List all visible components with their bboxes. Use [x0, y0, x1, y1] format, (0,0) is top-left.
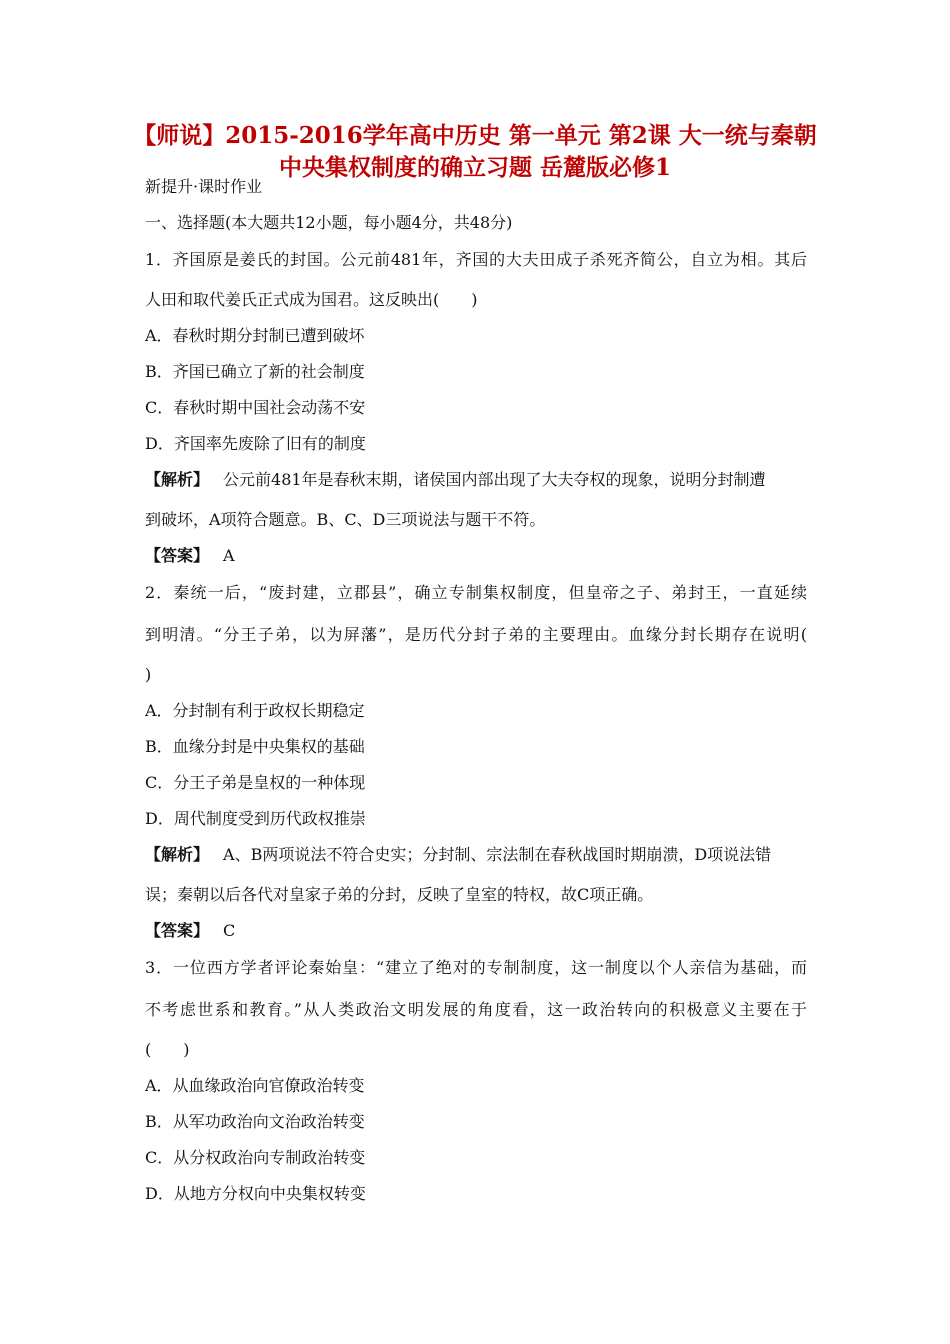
- question-1-stem-line1: 1．齐国原是姜氏的封国。公元前481年，齐国的大夫田成子杀死齐简公，自立为相。其后: [145, 250, 807, 269]
- section-heading: 一、选择题(本大题共12小题，每小题4分，共48分): [145, 213, 513, 232]
- question-2-option-b: B．血缘分封是中央集权的基础: [145, 737, 365, 756]
- answer-label: 【答案】: [145, 546, 210, 565]
- question-1-answer: [145, 546, 235, 566]
- question-2-stem-line3: ): [145, 665, 152, 684]
- analysis-label: 【解析】: [145, 470, 210, 489]
- answer-value: C: [223, 921, 236, 940]
- answer-label: 【答案】: [145, 921, 210, 940]
- question-3-stem-line3: ( ): [145, 1040, 190, 1059]
- question-1-analysis-line2: 到破坏，A项符合题意。B、C、D三项说法与题干不符。: [145, 510, 546, 529]
- question-2-analysis-line1: [145, 845, 771, 865]
- subtitle: 新提升·课时作业: [145, 177, 263, 196]
- question-3-option-b: B．从军功政治向文治政治转变: [145, 1112, 365, 1131]
- question-1-stem-line2: 人田和取代姜氏正式成为国君。这反映出( ): [145, 290, 478, 309]
- question-1-analysis-line1: [145, 470, 766, 490]
- question-3-stem-line2: 不考虑世系和教育。”从人类政治文明发展的角度看，这一政治转向的积极意义主要在于: [145, 1000, 807, 1019]
- question-2-analysis-line2: 误；秦朝以后各代对皇家子弟的分封，反映了皇室的特权，故C项正确。: [145, 885, 654, 904]
- document-title-line1: 【师说】2015-2016学年高中历史 第一单元 第2课 大一统与秦朝: [133, 122, 817, 149]
- question-3-stem-line1: 3．一位西方学者评论秦始皇：“建立了绝对的专制制度，这一制度以个人亲信为基础，而: [145, 958, 807, 977]
- question-1-option-c: C．春秋时期中国社会动荡不安: [145, 398, 366, 417]
- question-2-answer: [145, 921, 235, 941]
- document-title-line2: 中央集权制度的确立习题 岳麓版必修1: [278, 154, 671, 181]
- question-1-option-b: B．齐国已确立了新的社会制度: [145, 362, 365, 381]
- question-2-stem-line1: 2．秦统一后，“废封建，立郡县”，确立专制集权制度，但皇帝之子、弟封王，一直延续: [145, 583, 807, 602]
- analysis-text: A、B两项说法不符合史实；分封制、宗法制在春秋战国时期崩溃，D项说法错: [223, 845, 772, 864]
- question-1-option-d: D．齐国率先废除了旧有的制度: [145, 434, 366, 453]
- answer-value: A: [223, 546, 235, 565]
- analysis-text: 公元前481年是春秋末期，诸侯国内部出现了大夫夺权的现象，说明分封制遭: [223, 470, 766, 489]
- question-2-stem-line2: 到明清。“分王子弟，以为屏藩”，是历代分封子弟的主要理由。血缘分封长期存在说明(: [145, 625, 807, 644]
- question-3-option-c: C．从分权政治向专制政治转变: [145, 1148, 366, 1167]
- question-2-option-d: D．周代制度受到历代政权推崇: [145, 809, 366, 828]
- question-2-option-c: C．分王子弟是皇权的一种体现: [145, 773, 366, 792]
- question-3-option-d: D．从地方分权向中央集权转变: [145, 1184, 366, 1203]
- question-1-option-a: A．春秋时期分封制已遭到破坏: [145, 326, 365, 345]
- question-3-option-a: A．从血缘政治向官僚政治转变: [145, 1076, 365, 1095]
- question-2-option-a: A．分封制有利于政权长期稳定: [145, 701, 365, 720]
- analysis-label: 【解析】: [145, 845, 210, 864]
